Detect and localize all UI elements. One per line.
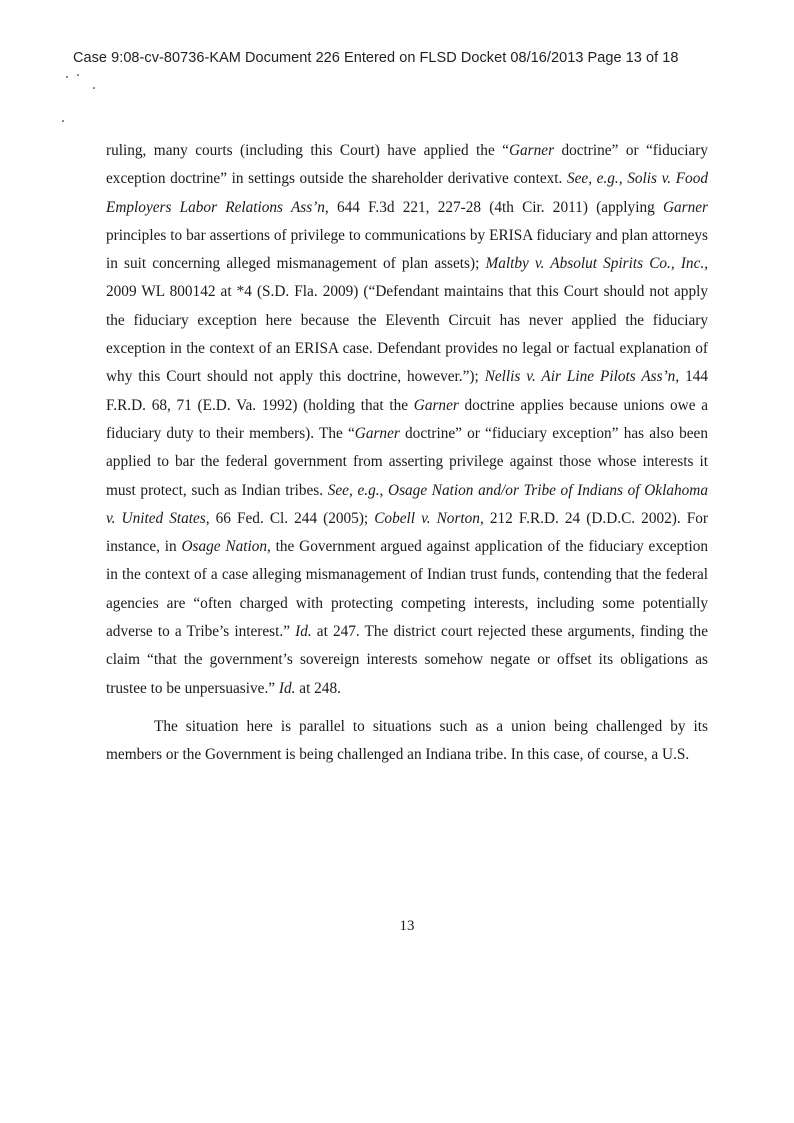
case-citation: Osage Nation	[181, 538, 268, 556]
text-run: doctrine” or “fiduciary exception doctrine” in settings outside the shareholder derivative context.	[106, 142, 708, 188]
text-run: doctrine” or “fiduciary exception” has also been applied to bar the federal government from asserting privilege against those whose interests it must protect, such as Indian tribes.	[106, 424, 708, 499]
case-citation: Cobell v. Norton	[374, 509, 480, 527]
case-citation: Nellis v. Air Line Pilots Ass’n	[484, 368, 676, 386]
text-run: , 144 F.R.D. 68, 71 (E.D. Va. 1992) (holding that the	[106, 368, 709, 414]
document-body	[106, 137, 708, 770]
case-citation: Garner	[508, 142, 555, 159]
scan-speck	[62, 120, 64, 122]
case-citation: See, e.g., Osage Nation and/or Tribe of Indians of Oklahoma v. United States	[106, 481, 708, 527]
text-run: at 248.	[295, 679, 341, 697]
text-run: , 66 Fed. Cl. 244 (2005);	[205, 509, 375, 527]
case-citation: Maltby v. Absolut Spirits Co., Inc.	[485, 255, 705, 273]
case-citation: Id.	[295, 623, 312, 641]
text-run: ruling, many courts (including this Court) have applied the “	[106, 142, 509, 159]
case-citation: Id.	[278, 679, 296, 697]
case-citation: Garner	[413, 396, 459, 414]
paragraph-1	[106, 137, 708, 703]
scan-speck	[93, 87, 95, 89]
text-run: principles to bar assertions of privilege to communications by ERISA fiduciary and plan attorneys in suit concerning alleged mismanagement of plan assets);	[106, 226, 708, 273]
scan-speck	[66, 76, 68, 78]
paragraph-2: The situation here is parallel to situations such as a union being challenged by its members or the Government is being challenged an Indiana tribe. In this case, of course, a U.S.	[106, 717, 708, 764]
text-run: 644 F.3d 221, 227-28 (4th Cir. 2011) (applying	[328, 198, 663, 216]
text-run: at 247. The district court rejected these arguments, finding the claim “that the government’s sovereign interests somehow negate or offset its obligations as trustee to be unpersuasive.”	[106, 623, 708, 697]
scan-speck	[77, 74, 79, 76]
case-header: Case 9:08-cv-80736-KAM Document 226 Entered on FLSD Docket 08/16/2013 Page 13 of 18	[73, 50, 679, 66]
text-run: doctrine applies because unions owe a fiduciary duty to their members). The “	[106, 396, 709, 442]
case-citation: See, e.g., Solis v. Food Employers Labor Relations Ass’n,	[106, 170, 708, 216]
case-citation: Garner	[354, 424, 400, 442]
page-number: 13	[399, 918, 415, 934]
text-run: , 212 F.R.D. 24 (D.D.C. 2002). For instance, in	[106, 509, 708, 556]
case-citation: Garner	[662, 198, 708, 216]
text-run: , the Government argued against application of the fiduciary exception in the context of a case alleging mismanagement of Indian trust funds, contending that the federal agencies are “often charged with protecting competing interests, including some potentially adverse to a Tribe’s interest.”	[106, 538, 708, 641]
text-run: , 2009 WL 800142 at *4 (S.D. Fla. 2009) (“Defendant maintains that this Court should not apply the fiduciary exception here because the Eleventh Circuit has never applied the fiduciary exception in the context of an ERISA case. Defendant provides no legal or factual explanation of why this Court should not apply this doctrine, however.”);	[106, 255, 709, 386]
